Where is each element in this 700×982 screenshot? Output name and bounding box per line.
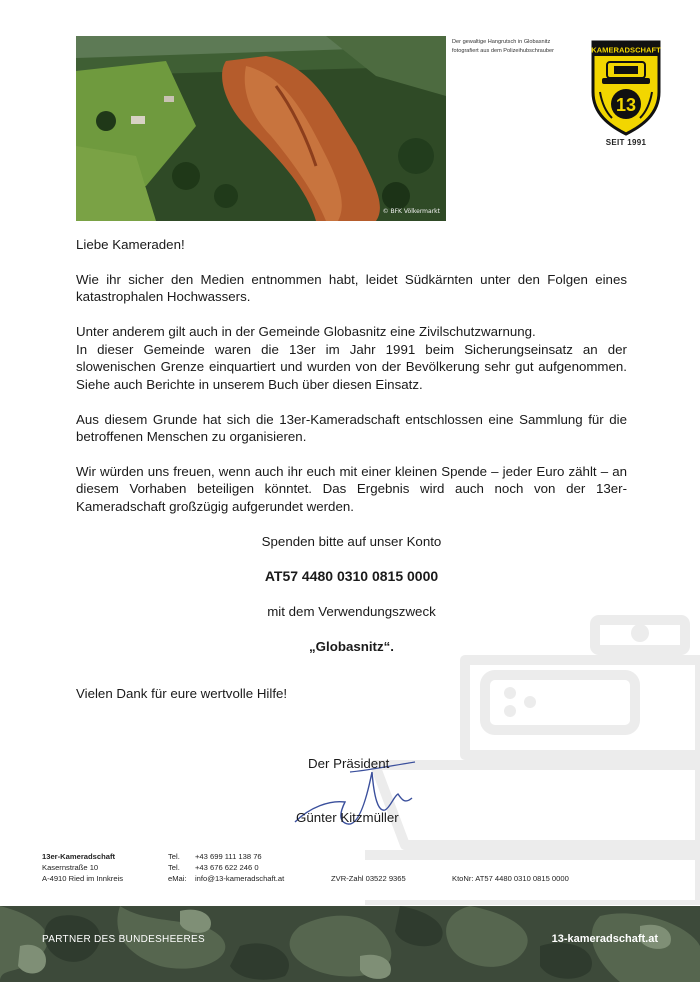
photo-credit: © BFK Völkermarkt — [382, 208, 440, 215]
partner-text: PARTNER DES BUNDESHEERES — [42, 934, 205, 945]
photo-caption: Der gewaltige Hangrutsch in Globasnitz fotografiert aus dem Polizeihubschrauber — [452, 39, 554, 54]
tel2-label: Tel. — [168, 863, 180, 872]
website-link[interactable]: 13-kameradschaft.at — [551, 933, 658, 945]
footer-tel-1[interactable]: +43 699 111 138 76 — [195, 852, 262, 861]
letter-greeting: Liebe Kameraden! — [76, 237, 185, 252]
signature-title: Der Präsident — [308, 756, 390, 771]
landslide-photo — [76, 36, 446, 221]
iban: AT57 4480 0310 0815 0000 — [264, 567, 439, 584]
tel-label: Tel. — [168, 852, 180, 861]
purpose-line: mit dem Verwendungszweck — [267, 603, 436, 619]
footer-org-name: 13er-Kameradschaft — [42, 852, 116, 861]
thanks-line: Vielen Dank für eure wertvolle Hilfe! — [76, 686, 288, 702]
letter-paragraph-2a: Unter anderem gilt auch in der Gemeinde Globasnitz eine Zivilschutzwarnung. — [76, 324, 536, 340]
footer-ktonr: KtoNr: AT57 4480 0310 0815 0000 — [452, 874, 569, 883]
letter-body — [76, 236, 627, 720]
camouflage-footer-band — [0, 906, 700, 982]
email-label: eMai: — [168, 874, 187, 883]
footer-contact-values — [195, 851, 284, 884]
footer-tel-2[interactable]: +43 676 622 246 0 — [195, 863, 259, 872]
footer-address — [42, 851, 123, 884]
donate-line: Spenden bitte auf unser Konto — [261, 533, 442, 549]
letter-paragraph-4: Wir würden uns freuen, wenn auch ihr euch mit einer kleinen Spende – jeder Euro zählt – an diesem Vorhaben beteiligen könntet. Das Ergebnis wird auch noch von der 13er-Kameradschaft großzügig aufgerundet werden. — [76, 464, 627, 514]
footer-street: Kasernstraße 10 — [42, 863, 99, 872]
logo-number: 13 — [615, 95, 637, 115]
letter-paragraph-1: Wie ihr sicher den Medien entnommen habt, leidet Südkärnten unter den Folgen eines katastrophalen Hochwassers. — [76, 272, 627, 305]
purpose: „Globasnitz“. — [309, 638, 394, 654]
logo-name: KAMERADSCHAFT — [591, 45, 661, 55]
letter-paragraph-3: Aus diesem Grunde hat sich die 13er-Kameradschaft entschlossen eine Sammlung für die betroffenen Menschen zu organisieren. — [76, 411, 627, 445]
footer-zvr: ZVR-Zahl 03522 9365 — [331, 874, 406, 883]
letter-paragraph-2b: In dieser Gemeinde waren die 13er im Jahr 1991 beim Sicherungseinsatz an der slowenischen Grenze einquartiert und wurden von der Bevölkerung sehr gut aufgenommen. Siehe auch Berichte in unserem Buch über diesen Einsatz. — [76, 341, 627, 392]
footer-contact-labels — [168, 851, 187, 884]
footer-city: A-4910 Ried im Innkreis — [42, 874, 124, 883]
signature-name: Günter Kitzmüller — [296, 810, 399, 825]
kameradschaft-logo — [590, 40, 662, 150]
footer-email[interactable]: info@13-kameradschaft.at — [195, 874, 285, 883]
logo-since: SEIT 1991 — [605, 138, 647, 147]
